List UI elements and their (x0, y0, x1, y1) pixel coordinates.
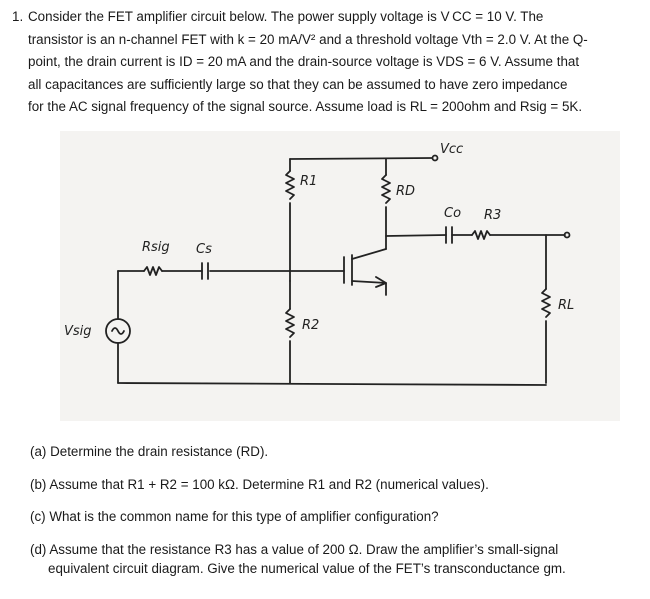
label-r3: R3 (484, 208, 502, 223)
problem-line-5: for the AC signal frequency of the signal source. Assume load is RL = 200ohm and Rsig = 5K. (28, 99, 583, 114)
r2-resistor (286, 309, 294, 337)
label-rd: RD (396, 184, 416, 199)
drain-wire (386, 235, 446, 236)
question-d (30, 540, 640, 578)
r1-resistor (286, 171, 294, 199)
vcc-terminal (433, 156, 438, 161)
label-vsig: Vsig (64, 324, 92, 339)
circuit-photo (60, 131, 620, 421)
problem-line-1 (12, 6, 634, 29)
output-terminal (565, 233, 570, 238)
question-d-line-2: equivalent circuit diagram. Give the numerical value of the FET’s transconductance gm. (48, 560, 566, 576)
label-r2: R2 (302, 318, 320, 333)
fet-source (352, 281, 386, 295)
rl-resistor (542, 289, 550, 317)
fet-drain (352, 249, 386, 259)
label-rsig: Rsig (142, 240, 170, 255)
problem-statement (12, 6, 634, 119)
label-co: Co (444, 206, 462, 221)
label-rl: RL (558, 298, 575, 313)
question-d-line-1: (d) Assume that the resistance R3 has a value of 200 Ω. Draw the amplifier’s small-signal (30, 541, 559, 557)
ground-rail (118, 383, 546, 385)
circuit-diagram (60, 131, 620, 421)
question-b: (b) Assume that R1 + R2 = 100 kΩ. Determine R1 and R2 (numerical values). (30, 476, 489, 492)
rd-resistor (382, 175, 390, 203)
rsig-resistor (144, 267, 162, 275)
problem-text-1: Consider the FET amplifier circuit below. The power supply voltage is V CC = 10 V. The (28, 9, 544, 24)
problem-number: 1. (12, 9, 24, 24)
r3-resistor (472, 231, 490, 239)
vsig-sine (112, 328, 124, 334)
label-vcc: Vcc (440, 142, 464, 157)
label-r1: R1 (300, 174, 318, 189)
label-cs: Cs (196, 242, 212, 257)
problem-line-2: transistor is an n-channel FET with k = 20 mA/V² and a threshold voltage Vth = 2.0 V. At the Q- (28, 31, 588, 47)
question-a: (a) Determine the drain resistance (RD). (30, 444, 269, 459)
questions (30, 442, 640, 578)
problem-line-4: all capacitances are sufficiently large so that they can be assumed to have zero impedance (28, 76, 568, 92)
question-c: (c) What is the common name for this type of amplifier configuration? (30, 509, 439, 524)
vcc-rail (290, 158, 432, 159)
problem-line-3: point, the drain current is ID = 20 mA and the drain-source voltage is VDS = 6 V. Assume that (28, 54, 580, 69)
